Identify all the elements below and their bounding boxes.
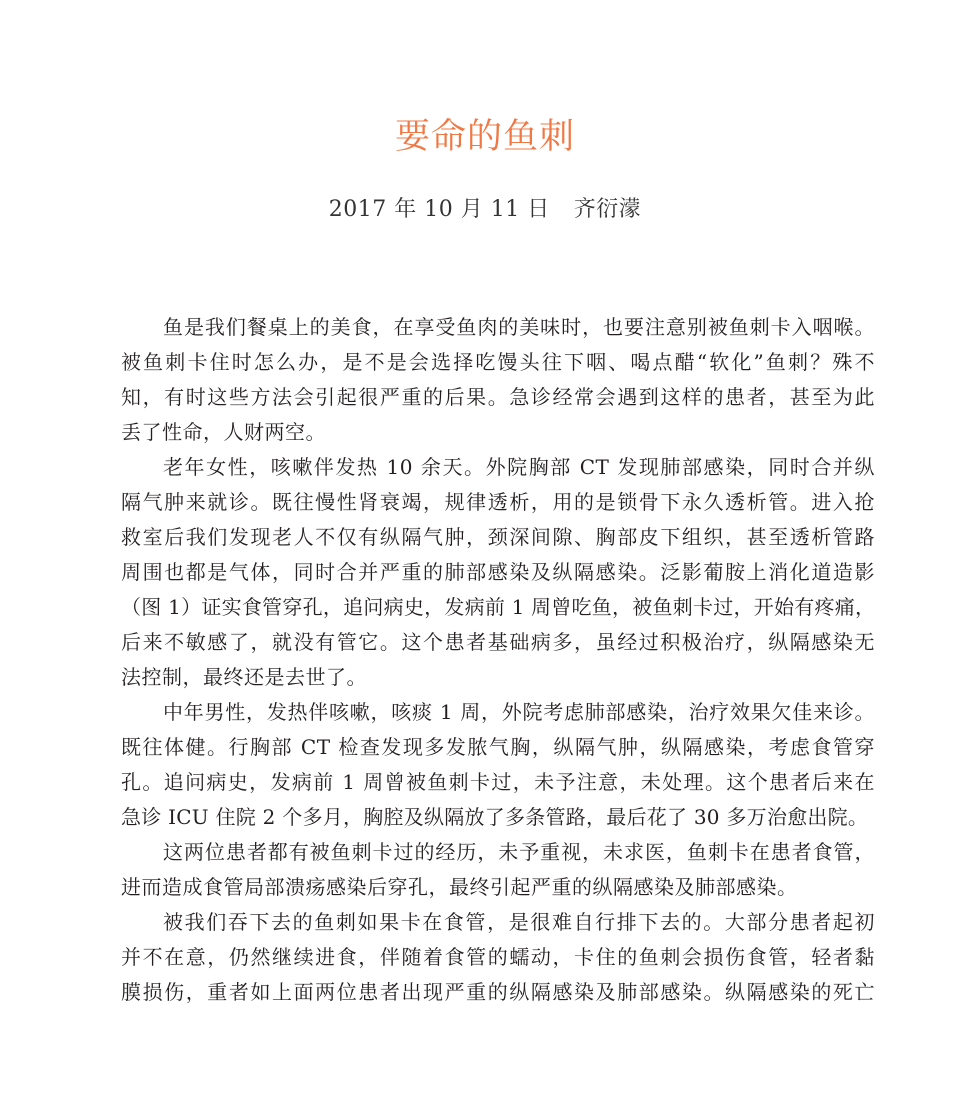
paragraph-line: （图 1）证实食管穿孔，追问病史，发病前 1 周曾吃鱼，被鱼刺卡过，开始有疼痛，: [121, 595, 875, 619]
paragraph-line: 膜损伤，重者如上面两位患者出现严重的纵隔感染及肺部感染。纵隔感染的死亡: [121, 980, 875, 1004]
paragraph-line: 老年女性，咳嗽伴发热 10 余天。外院胸部 CT 发现肺部感染，同时合并纵: [163, 455, 875, 479]
paragraph-line: 鱼是我们餐桌上的美食，在享受鱼肉的美味时，也要注意别被鱼刺卡入咽喉。: [163, 315, 875, 339]
paragraph-line: 知，有时这些方法会引起很严重的后果。急诊经常会遇到这样的患者，甚至为此: [121, 385, 875, 409]
paragraph-line: 丢了性命，人财两空。: [121, 420, 326, 444]
article-author: 齐衍濛: [573, 197, 642, 222]
paragraph-3: [121, 695, 875, 835]
paragraph-line: 既往体健。行胸部 CT 检查发现多发脓气胸，纵隔气肿，纵隔感染，考虑食管穿: [121, 735, 875, 759]
paragraph-line: 孔。追问病史，发病前 1 周曾被鱼刺卡过，未予注意，未处理。这个患者后来在: [121, 770, 875, 794]
article-title: 要命的鱼刺: [394, 117, 575, 157]
paragraph-line: 急诊 ICU 住院 2 个多月，胸腔及纵隔放了多条管路，最后花了 30 多万治愈出院。: [121, 805, 869, 829]
paragraph-line: 周围也都是气体，同时合并严重的肺部感染及纵隔感染。泛影葡胺上消化道造影: [121, 560, 875, 584]
paragraph-4: [121, 835, 875, 905]
paragraph-line: 中年男性，发热伴咳嗽，咳痰 1 周，外院考虑肺部感染，治疗效果欠佳来诊。: [163, 700, 875, 724]
paragraph-line: 后来不敏感了，就没有管它。这个患者基础病多，虽经过积极治疗，纵隔感染无: [121, 630, 875, 654]
paragraph-5: [121, 905, 875, 1010]
article-body: [121, 310, 875, 1010]
article-date: 2017 年 10 月 11 日: [328, 197, 550, 222]
paragraph-line: 进而造成食管局部溃疡感染后穿孔，最终引起严重的纵隔感染及肺部感染。: [121, 875, 798, 899]
paragraph-line: 被我们吞下去的鱼刺如果卡在食管，是很难自行排下去的。大部分患者起初: [163, 910, 875, 934]
paragraph-1: [121, 310, 875, 450]
paragraph-line: 救室后我们发现老人不仅有纵隔气肿，颈深间隙、胸部皮下组织，甚至透析管路: [121, 525, 875, 549]
article-byline: [0, 193, 970, 227]
paragraph-line: 这两位患者都有被鱼刺卡过的经历，未予重视，未求医，鱼刺卡在患者食管，: [163, 840, 875, 864]
paragraph-line: 被鱼刺卡住时怎么办，是不是会选择吃馒头往下咽、喝点醋“软化”鱼刺？殊不: [121, 350, 875, 374]
paragraph-line: 隔气肿来就诊。既往慢性肾衰竭，规律透析，用的是锁骨下永久透析管。进入抢: [121, 490, 875, 514]
paragraph-line: 并不在意，仍然继续进食，伴随着食管的蠕动，卡住的鱼刺会损伤食管，轻者黏: [121, 945, 875, 969]
paragraph-line: 法控制，最终还是去世了。: [121, 665, 367, 689]
paragraph-2: [121, 450, 875, 695]
